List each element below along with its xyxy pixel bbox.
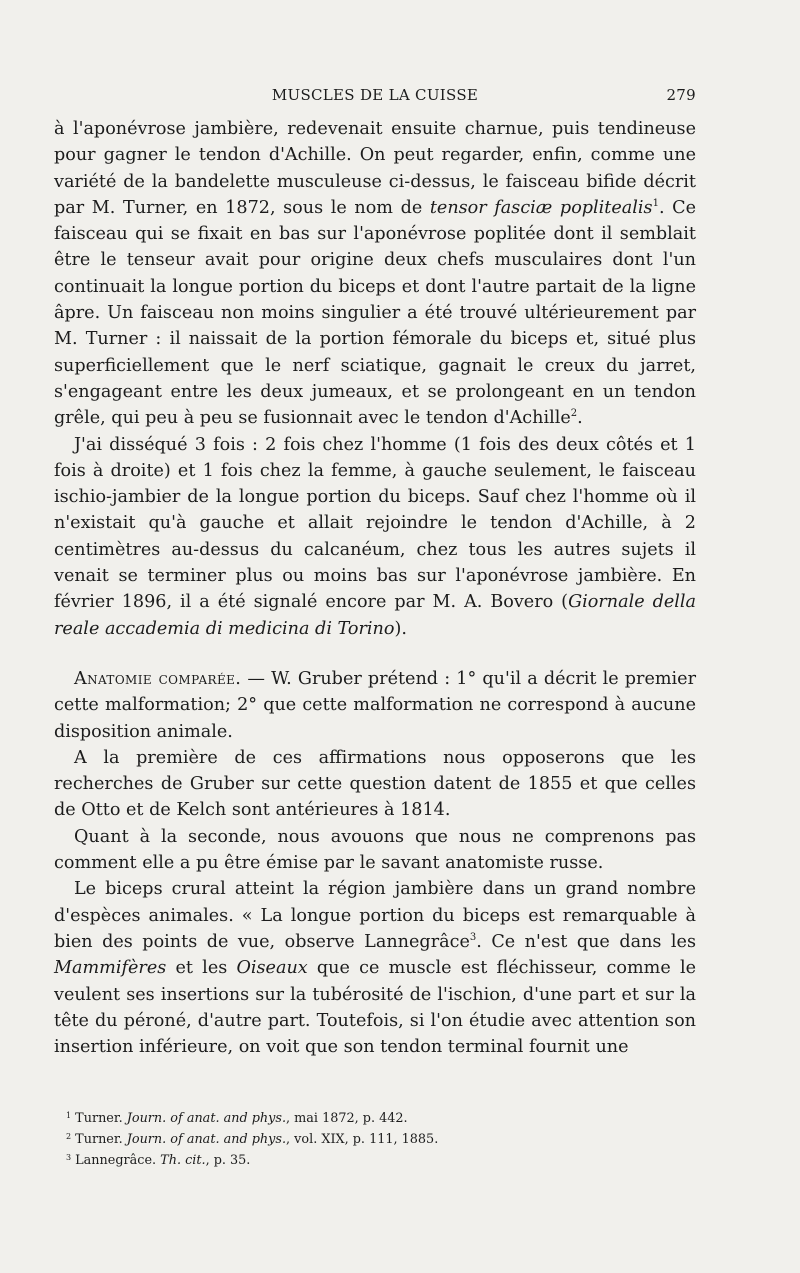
paragraph-6: Le biceps crural atteint la région jambière dans un grand nombre d'espèces animales. « La longue portion du biceps est remarquable à bien des points de vue, observe Lannegrâce$^3$. Ce n'est que dans les Mammifères et les Oiseaux que ce muscle est fléchisseur, comme le veulent ses insertions sur la tubérosité de l'ischion, d'une part et sur la tête du péroné, d'autre part. Toutefois, si l'on étudie avec attention son insertion inférieure, on voit que son tendon terminal fournit une — [54, 879, 697, 1058]
paragraph-5: Quant à la seconde, nous avouons que nous ne comprenons pas comment elle a pu être émise par le savant anatomiste russe. — [54, 826, 696, 874]
paragraph-1: à l'aponévrose jambière, redevenait ensuite charnue, puis tendineuse pour gagner le tendon d'Achille. On peut regarder, enfin, comme une variété de la bandelette musculeuse ci-dessus, le faisceau bifide décrit par M. Turner, en 1872, sous le nom de tensor fasciæ poplitealis$^1$. Ce faisceau qui se fixait en bas sur l'aponévrose poplitée dont il semblait être le tenseur avait pour origine deux chefs musculaires dont l'un continuait la longue portion du biceps et dont l'autre partait de la ligne âpre. Un faisceau non moins singulier a été trouvé ultérieurement par M. Turner : il naissait de la portion fémorale du biceps et, situé plus superficiellement que le nerf sciatique, gagnait le creux du jarret, s'engageant entre les deux jumeaux, et se prolongeant en un tendon grêle, qui peu à peu se fusionnait avec le tendon d'Achille$^2$. — [54, 119, 697, 429]
taxon-mammiferes: Mammifères — [54, 958, 167, 979]
footnote-ref: 3 — [469, 931, 477, 943]
taxon-oiseaux: Oiseaux — [236, 958, 308, 979]
footnote-1: $^1$ Turner. Journ. of anat. and phys., mai 1872, p. 442. — [66, 1111, 408, 1126]
footnotes — [54, 1108, 696, 1171]
paragraph-2: J'ai disséqué 3 fois : 2 fois chez l'homme (1 fois des deux côtés et 1 fois à droite) et 1 fois chez la femme, à gauche seulement, le faisceau ischio-jambier de la longue portion du biceps. Sauf chez l'homme où il n'existait qu'à gauche et allait rejoindre le tendon d'Achille, à 2 centimètres au-dessus du calcanéum, chez tous les autres sujets il venait se terminer plus ou moins bas sur l'aponévrose jambière. En février 1896, il a été signalé encore par M. A. Bovero (Giornale della reale accademia di medicina di Torino). — [54, 434, 696, 639]
body-text — [54, 116, 696, 1060]
section-heading: Anatomie comparée. — [74, 668, 242, 689]
latin-term: tensor fasciæ poplitealis — [429, 197, 653, 218]
paragraph-3: Anatomie comparée. — W. Gruber prétend : 1° qu'il a décrit le premier cette malformation; 2° que cette malformation ne correspond à aucune disposition animale. — [54, 668, 697, 742]
journal-title: Giornale della reale accademia di medicina di Torino — [54, 592, 696, 639]
footnote-3: $^3$ Lannegrâce. Th. cit., p. 35. — [66, 1153, 251, 1168]
paragraph-4: A la première de ces affirmations nous opposerons que les recherches de Gruber sur cette question datent de 1855 et que celles de Otto et de Kelch sont antérieures à 1814. — [54, 747, 696, 821]
running-title: MUSCLES DE LA CUISSE — [271, 86, 479, 104]
footnote-ref: 1 — [652, 197, 659, 209]
footnote-ref: 2 — [570, 408, 578, 420]
running-header — [54, 86, 696, 110]
footnote-2: $^2$ Turner. Journ. of anat. and phys., vol. XIX, p. 111, 1885. — [66, 1132, 439, 1147]
page-number: 279 — [666, 86, 696, 104]
